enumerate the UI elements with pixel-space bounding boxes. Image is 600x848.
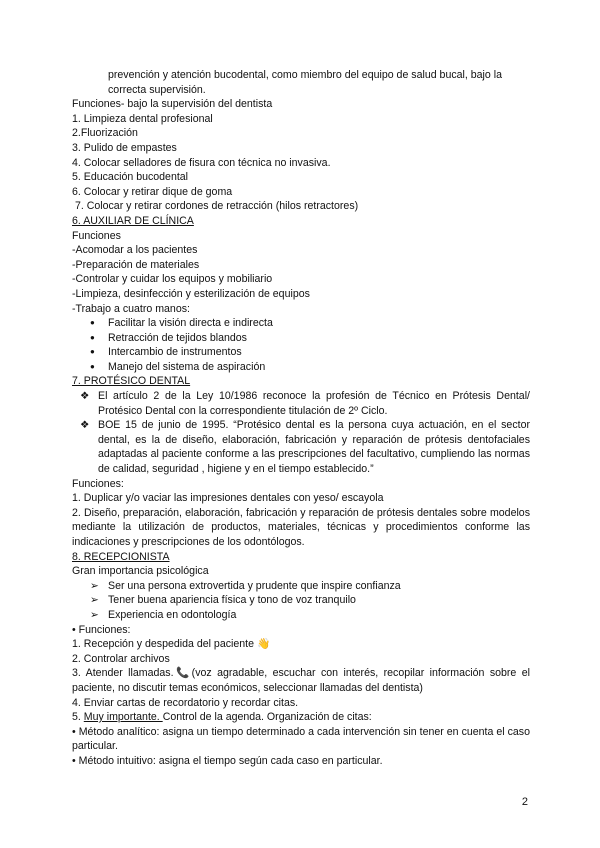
list-item: -Controlar y cuidar los equipos y mobiliario: [72, 273, 273, 286]
list-item: 3. Atender llamadas.📞(voz agradable, escuchar con interés, recopilar información sobre el paciente, no discutir temas económicos, seleccionar llamadas del dentista): [72, 667, 530, 694]
list-item: 1. Limpieza dental profesional: [72, 112, 213, 125]
section-title-recepcionista: 8. RECEPCIONISTA: [72, 550, 170, 563]
list-item: • Método intuitivo: asigna el tiempo según cada caso en particular.: [72, 754, 383, 767]
bullet-item: ● Retracción de tejidos blandos: [90, 331, 247, 344]
bullet-item: ➢ Tener buena apariencia física y tono de voz tranquilo: [90, 594, 356, 607]
list-item: 5. Muy importante. Control de la agenda. Organización de citas:: [72, 711, 372, 724]
list-item: 4. Enviar cartas de recordatorio y recordar citas.: [72, 696, 299, 709]
list-item: -Preparación de materiales: [72, 258, 200, 271]
list-item: 2.Fluorización: [72, 127, 138, 140]
protesico-heading: Funciones:: [72, 477, 124, 490]
auxiliar-heading: Funciones: [72, 229, 121, 242]
funciones-label: • Funciones:: [72, 623, 131, 636]
bullet-item: ❖ El artículo 2 de la Ley 10/1986 reconoce la profesión de Técnico en Prótesis Dental/ Protésico Dental con la correspondiente titulación de 2º Ciclo.: [80, 390, 530, 417]
list-item: 1. Duplicar y/o vaciar las impresiones dentales con yeso/ escayola: [72, 492, 384, 505]
bullet-dot-icon: ●: [90, 361, 95, 371]
diamond-bullet-icon: ❖: [80, 419, 90, 432]
bullet-item: ❖ BOE 15 de junio de 1995. “Protésico dental es la persona cuya actuación, en el sector dental, es la de diseño, elaboración, fabricación y reparación de prótesis dentofaciales adaptadas al paciente conforme a las prescripciones del facultativo, cumpliendo las normas de calidad, seguridad , higiene y en el tiempo establecido.”: [80, 419, 530, 476]
list-item: 2. Diseño, preparación, elaboración, fabricación y reparación de prótesis dentales sobre modelos mediante la utilización de productos, materiales, técnicas y procedimientos conforme las indicaciones y prescripciones de los odontólogos.: [72, 506, 530, 548]
arrow-bullet-icon: ➢: [90, 579, 99, 592]
bullet-dot-icon: ●: [90, 347, 95, 357]
intro-line: correcta supervisión.: [108, 83, 206, 96]
list-item: -Acomodar a los pacientes: [72, 244, 198, 257]
list-item: -Trabajo a cuatro manos:: [72, 302, 190, 315]
list-item: 6. Colocar y retirar dique de goma: [72, 185, 233, 198]
list-item: 2. Controlar archivos: [72, 652, 170, 665]
bullet-item: ● Facilitar la visión directa e indirecta: [90, 317, 273, 330]
diamond-bullet-icon: ❖: [80, 390, 90, 403]
intro-line: prevención y atención bucodental, como miembro del equipo de salud bucal, bajo la: [108, 69, 502, 81]
waving-hand-icon: 👋: [256, 638, 271, 651]
telephone-icon: 📞: [173, 667, 192, 680]
higienista-heading: Funciones- bajo la supervisión del dentista: [72, 98, 273, 111]
list-item: 7. Colocar y retirar cordones de retracción (hilos retractores): [72, 200, 359, 213]
bullet-item: ● Manejo del sistema de aspiración: [90, 360, 266, 373]
bullet-dot-icon: ●: [90, 332, 95, 342]
list-item: 4. Colocar selladores de fisura con técnica no invasiva.: [72, 156, 331, 169]
list-item: 5. Educación bucodental: [72, 171, 189, 184]
bullet-dot-icon: ●: [90, 318, 95, 328]
list-item: • Método analítico: asigna un tiempo determinado a cada intervención sin tener en cuenta el caso particular.: [72, 725, 530, 753]
document-page: [72, 68, 530, 769]
list-item: 1. Recepción y despedida del paciente 👋: [72, 638, 271, 651]
recepcionista-heading: Gran importancia psicológica: [72, 565, 209, 578]
bullet-item: ● Intercambio de instrumentos: [90, 346, 242, 359]
section-title-protesico: 7. PROTÉSICO DENTAL: [72, 375, 191, 388]
arrow-bullet-icon: ➢: [90, 594, 99, 607]
section-title-auxiliar: 6. AUXILIAR DE CLÍNICA: [72, 214, 194, 227]
bullet-item: ➢ Ser una persona extrovertida y prudente que inspire confianza: [90, 579, 401, 592]
list-item: 3. Pulido de empastes: [72, 141, 177, 154]
arrow-bullet-icon: ➢: [90, 608, 99, 621]
bullet-item: ➢ Experiencia en odontología: [90, 608, 237, 621]
page-number: 2: [521, 796, 528, 808]
list-item: -Limpieza, desinfección y esterilización de equipos: [72, 287, 310, 300]
